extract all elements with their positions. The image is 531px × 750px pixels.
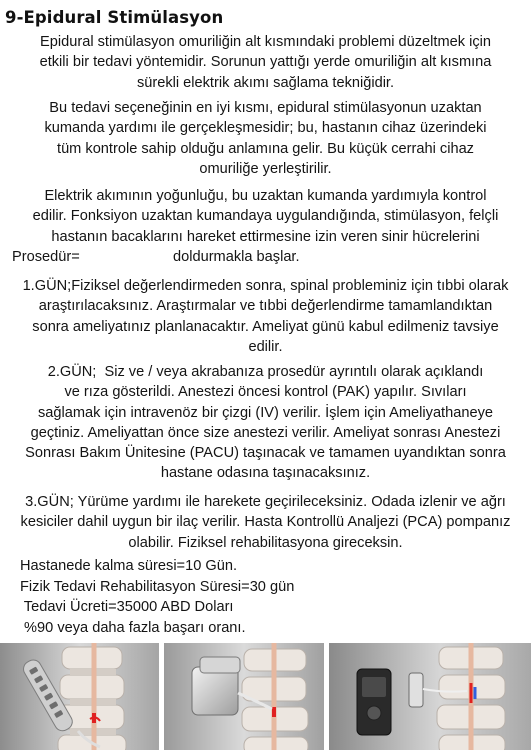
text-line: 1.GÜN;Fiziksel değerlendirmeden sonra, spinal probleminiz için tıbbi olarak bbox=[22, 278, 509, 294]
text-line: Sonrası Bakım Ünitesine (PACU) taşınacak ve tamamen uyandıktan sonra bbox=[25, 445, 506, 462]
illustration-strip bbox=[0, 643, 531, 750]
day-2-paragraph bbox=[4, 362, 527, 484]
spine-with-implant-device-image bbox=[164, 643, 324, 750]
text-line: hastane odasına taşınacaksınız. bbox=[160, 465, 371, 482]
procedure-heading-line: Prosedür= doldurmakla başlar. bbox=[12, 248, 300, 265]
remote-control-paragraph bbox=[4, 98, 527, 179]
text-line: tüm kontrole sahip olduğu anlamına gelir. Bu küçük cerrahi cihaz bbox=[57, 140, 474, 157]
text-line: araştırılacaksınız. Araştırmalar ve tıbbi değerlendirme tamamlandıktan bbox=[38, 298, 493, 315]
text-line: sonra ameliyatınız planlanacaktır. Ameliyat günü kabul edilmeniz tavsiye bbox=[32, 318, 499, 335]
intro-paragraph bbox=[4, 32, 527, 93]
hospital-stay: Hastanede kalma süresi=10 Gün. bbox=[20, 558, 238, 574]
text-line: Bu tedavi seçeneğinin en iyi kısmı, epidural stimülasyonun uzaktan bbox=[49, 100, 482, 116]
text-line: edilir. Fonksiyon uzaktan kumandaya uygulandığında, stimülasyon, felçli bbox=[32, 208, 499, 225]
text-line: 3.GÜN; Yürüme yardımı ile harekete geçirileceksiniz. Odada izlenir ve ağrı bbox=[25, 494, 506, 510]
day-3-paragraph bbox=[4, 492, 527, 553]
treatment-cost: Tedavi Ücreti=35000 ABD Doları bbox=[20, 599, 234, 616]
text-line: Elektrik akımının yoğunluğu, bu uzaktan kumanda yardımıyla kontrol bbox=[44, 188, 487, 204]
text-line: omuriliğe yerleştirilir. bbox=[199, 160, 332, 177]
text-line: kesiciler dahil uygun bir ilaç verilir. Hasta Kontrollü Analjezi (PCA) pompanız bbox=[20, 514, 511, 531]
text-line: 2.GÜN; Siz ve / veya akrabanıza prosedür ayrıntılı olarak açıklandı bbox=[47, 364, 484, 380]
success-rate: %90 veya daha fazla başarı oranı. bbox=[20, 619, 246, 636]
text-line: etkili bir tedavi yöntemidir. Sorunun yattığı yerde omuriliğin alt kısmına bbox=[39, 54, 492, 71]
text-line: sürekli elektrik akımı sağlama tekniğidir. bbox=[136, 74, 395, 91]
text-line: geçtiniz. Ameliyattan önce size anestezi verilir. Ameliyat sonrası Anestezi bbox=[30, 424, 501, 441]
text-line: olabilir. Fiziksel rehabilitasyona gireceksin. bbox=[128, 534, 403, 551]
page-title: 9-Epidural Stimülasyon bbox=[5, 8, 224, 27]
spine-with-electrode-paddle-image bbox=[0, 643, 159, 750]
rehab-duration: Fizik Tedavi Rehabilitasyon Süresi=30 gün bbox=[20, 578, 295, 595]
text-line: kumanda yardımı ile gerçekleşmesidir; bu, hastanın cihaz üzerindeki bbox=[44, 120, 487, 137]
text-line: edilir. bbox=[248, 338, 283, 355]
text-line: hastanın bacaklarını hareket ettirmesine izin veren sinir hücrelerini bbox=[51, 228, 480, 245]
day-1-paragraph bbox=[4, 276, 527, 357]
text-line: ve rıza gösterildi. Anestezi öncesi kontrol (PAK) yapılır. Sıvıları bbox=[64, 384, 467, 401]
current-intensity-paragraph bbox=[4, 186, 527, 267]
spine-with-remote-and-implant-image bbox=[329, 643, 531, 750]
text-line: Epidural stimülasyon omuriliğin alt kısmındaki problemi düzeltmek için bbox=[40, 34, 491, 50]
text-line: sağlamak için intravenöz bir çizgi (IV) verilir. İşlem için Ameliyathaneye bbox=[37, 404, 493, 421]
treatment-stats bbox=[20, 556, 294, 638]
